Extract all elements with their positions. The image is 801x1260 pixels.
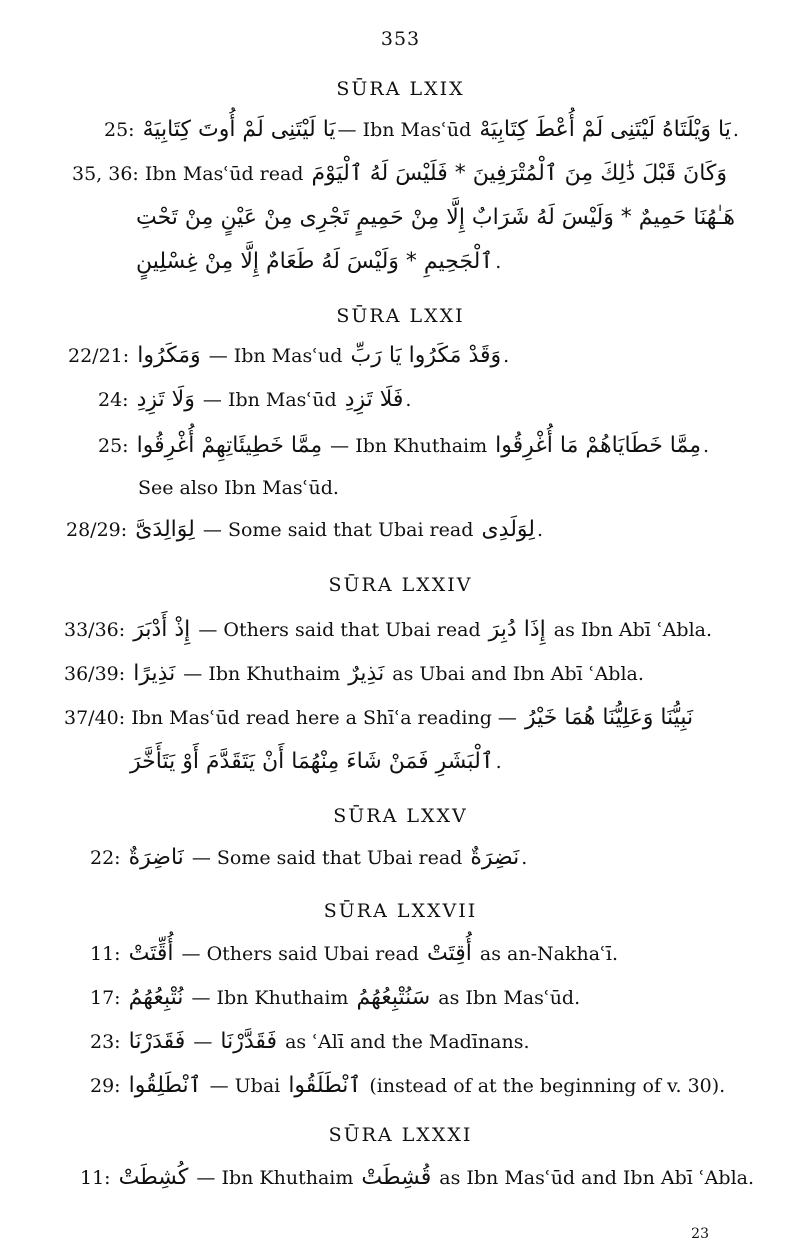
sura-heading: SŪRA LXXI [336,305,465,327]
punct: . [703,435,710,457]
arabic-text: يَا وَيْلَتَاهُ لَيْتَنِى لَمْ أُعْطَ كِتَابِيَهْ [479,117,731,142]
arabic-text: ٱلْجَحِيمِ * وَلَيْسَ لَهُ طَعَامٌ إِلَّا مِنْ غِسْلِينٍ [136,249,494,274]
verse-ref: 35, 36: [72,163,139,185]
note-entry [90,1074,725,1098]
verse-ref: 29: [90,1075,121,1097]
verse-ref: 11: [80,1167,111,1189]
note-text: Ibn Khuthaim [355,435,488,457]
punct: . [495,251,502,273]
arabic-text: نَضِرَةٌ [470,845,520,870]
note-text: as an-Nakhaʿī. [479,943,619,965]
sura-heading: SŪRA LXXXI [328,1124,473,1146]
arabic-text: نَذِيرٌ [348,661,385,686]
punct: . [536,519,544,541]
arabic-text: وَلَا تَزِدِ [136,387,195,412]
arabic-text: إِذْ أَدْبَرَ [133,617,191,642]
note-text: Others said Ubai read [206,943,419,965]
dash: — [191,847,211,869]
arabic-text: نَاضِرَةٌ [128,845,184,870]
note-text: as ʿAlī and the Madīnans. [285,1031,530,1053]
sura-heading: SŪRA LXXIV [328,574,473,596]
note-continuation [134,206,737,230]
note-text: Ibn Khuthaim [208,663,341,685]
dash: — [196,1167,216,1189]
sura-heading: SŪRA LXIX [336,78,465,100]
dash: — [337,119,357,141]
note-entry [68,344,509,368]
note-continuation [128,750,502,774]
note-entry [90,942,618,966]
note-text: Ibn Masʿūd [362,119,472,141]
arabic-text: مِمَّا خَطِيئَاتِهِمْ أُغْرِقُوا [136,433,323,458]
verse-ref: 22/21: [68,345,130,367]
arabic-text: فَلَا تَزِدِ [344,387,404,412]
note-continuation [134,250,501,274]
punct: . [521,847,528,869]
dash: — [183,663,203,685]
arabic-text: هَـٰهُنَا حَمِيمٌ * وَلَيْسَ لَهُ شَرَابٌ إِلَّا مِنْ حَمِيمٍ تَجْرِى مِنْ عَيْنٍ مِنْ تَحْتِ [136,205,735,230]
arabic-text: فَقَدَرْنَا [128,1029,186,1054]
dash: — [181,943,201,965]
arabic-text: قُشِطَتْ [361,1165,432,1190]
arabic-text: أُقِّتَتْ [128,941,174,966]
verse-ref: 23: [90,1031,121,1053]
verse-ref: 36/39: [64,663,126,685]
page-number: 353 [380,28,421,50]
dash: — [202,519,222,541]
verse-ref: 25: [104,119,135,141]
note-entry [90,1030,529,1054]
arabic-text: وَقَدْ مَكَرُوا يَا رَبِّ [350,343,502,368]
note-entry [98,434,709,458]
arabic-text: نُتْبِعُهُمُ [128,985,184,1010]
arabic-text: لِوَلَدِى [481,517,535,542]
note-text: Ibn Masʿud [233,345,343,367]
note-entry [98,388,411,412]
note-text: Ibn Masʿūd read here a Shīʿa reading — [131,707,517,729]
verse-ref: 11: [90,943,121,965]
note-entry [90,986,580,1010]
note-entry [104,118,739,142]
verse-ref: 25: [98,435,129,457]
note-text: as Ibn Masʿūd. [438,987,581,1009]
arabic-text: إِذَا دُبِرَ [488,617,546,642]
dash: — [209,1075,229,1097]
sura-heading: SŪRA LXXV [333,805,468,827]
arabic-text: نَذِيرًا [133,661,176,686]
signature-mark: 23 [691,1226,709,1242]
note-text: Some said that Ubai read [227,519,474,541]
verse-ref: 28/29: [66,519,128,541]
note-text: Ibn Khuthaim [216,987,349,1009]
arabic-text: يَا لَيْتَنِى لَمْ أُوتَ كِتَابِيَهْ [142,117,336,142]
note-text: Ubai [234,1075,281,1097]
note-entry [80,1166,754,1190]
dash: — [198,619,218,641]
note-text: (instead of at the beginning of v. 30). [369,1075,726,1097]
arabic-text: ٱنْطَلِقُوا [128,1073,202,1098]
arabic-text: وَمَكَرُوا [137,343,201,368]
punct: . [503,345,510,367]
arabic-text: أُقِتَتْ [427,941,472,966]
note-text: Ibn Masʿūd [227,389,337,411]
arabic-text: ٱنْطَلَقُوا [288,1073,362,1098]
note-text: Some said that Ubai read [216,847,463,869]
note-text: as Ubai and Ibn Abī ʿAbla. [392,663,644,685]
verse-ref: 37/40: [64,707,126,729]
note-text: Ibn Masʿūd read [144,163,304,185]
dash: — [191,987,211,1009]
verse-ref: 17: [90,987,121,1009]
punct: . [495,751,502,773]
note-entry [64,662,644,686]
punct: . [405,389,412,411]
arabic-text: مِمَّا خَطَايَاهُمْ مَا أُغْرِقُوا [495,433,701,458]
verse-ref: 22: [90,847,121,869]
note-entry [66,518,543,542]
arabic-text: وَكَانَ قَبْلَ ذَٰلِكَ مِنَ ٱلْمُتْرَفِينَ * فَلَيْسَ لَهُ ٱلْيَوْمَ [311,161,728,186]
sura-heading: SŪRA LXXVII [323,900,478,922]
punct: . [732,119,739,141]
note-entry [72,162,729,186]
arabic-text: فَقَدَّرْنَا [220,1029,278,1054]
note-entry [64,618,712,642]
verse-ref: 24: [98,389,129,411]
arabic-text: كُشِطَتْ [118,1165,189,1190]
note-text: as Ibn Abī ʿAbla. [553,619,713,641]
dash: — [193,1031,213,1053]
dash: — [330,435,350,457]
note-text: as Ibn Masʿūd and Ibn Abī ʿAbla. [439,1167,755,1189]
arabic-text: سَنُتْبِعُهُمُ [356,985,431,1010]
arabic-text: نَبِيُّنَا وَعَلِيُّنَا هُمَا خَيْرُ [524,705,694,730]
note-continuation: See also Ibn Masʿūd. [138,477,339,499]
note-entry [90,846,527,870]
note-text: Ibn Khuthaim [221,1167,354,1189]
note-entry [64,706,695,730]
arabic-text: لِوَالِدَىَّ [135,517,195,542]
dash: — [208,345,228,367]
verse-ref: 33/36: [64,619,126,641]
dash: — [202,389,222,411]
arabic-text: ٱلْبَشَرِ فَمَنْ شَاءَ مِنْهُمَا أَنْ يَتَقَدَّمَ أَوْ يَتَأَخَّرَ [130,749,494,774]
note-text: Others said that Ubai read [223,619,481,641]
